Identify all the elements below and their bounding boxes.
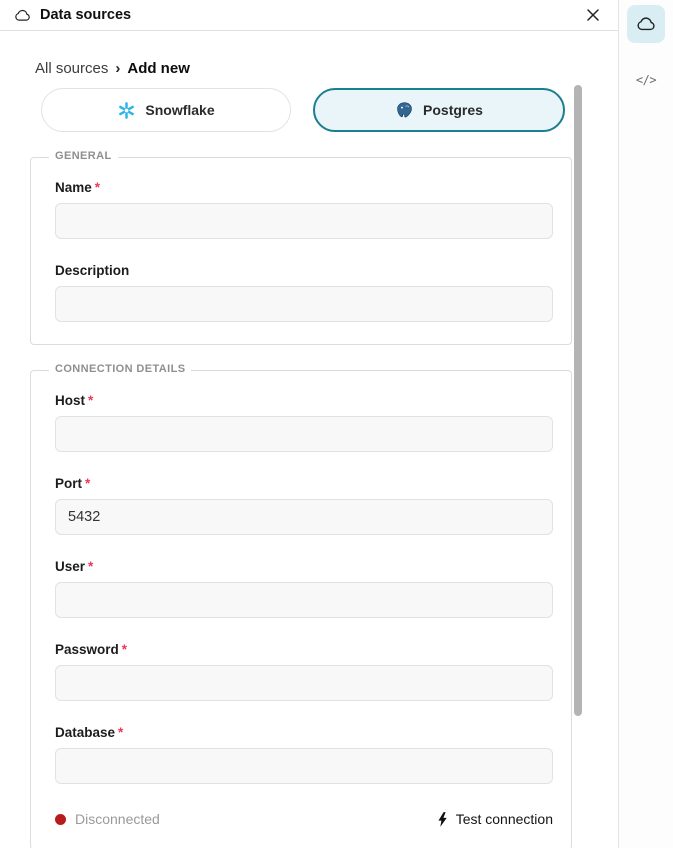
code-icon: </>	[635, 73, 657, 87]
cloud-icon	[14, 7, 31, 24]
cloud-icon	[636, 14, 656, 34]
password-field-group	[55, 642, 551, 701]
snowflake-icon	[117, 101, 136, 120]
connection-status-row	[55, 811, 553, 827]
test-connection-label: Test connection	[455, 811, 553, 827]
required-asterisk: *	[94, 180, 101, 195]
rail-code-button[interactable]	[627, 65, 665, 95]
host-field-group	[55, 393, 551, 452]
host-label: Host *	[55, 393, 94, 408]
snowflake-button[interactable]	[41, 88, 291, 132]
snowflake-button-label: Snowflake	[145, 102, 215, 118]
test-connection-button[interactable]	[437, 811, 553, 827]
connection-details-section	[30, 363, 572, 848]
description-field-group	[55, 263, 551, 322]
general-section-legend: GENERAL	[49, 150, 118, 162]
description-input[interactable]	[55, 286, 553, 322]
rail-data-sources-button[interactable]	[627, 5, 665, 43]
postgres-icon	[395, 101, 414, 120]
database-field-group	[55, 725, 551, 784]
panel-content	[0, 31, 580, 848]
breadcrumb-all-sources[interactable]: All sources	[35, 60, 109, 77]
database-input[interactable]	[55, 748, 553, 784]
status-dot-icon	[55, 814, 66, 825]
port-input[interactable]	[55, 499, 553, 535]
required-asterisk: *	[121, 642, 128, 657]
user-input[interactable]	[55, 582, 553, 618]
name-field-group	[55, 180, 551, 239]
breadcrumb-separator: ›	[115, 60, 121, 77]
right-rail	[619, 0, 673, 848]
postgres-button-label: Postgres	[423, 102, 483, 118]
panel-title: Data sources	[40, 7, 132, 23]
required-asterisk: *	[118, 725, 124, 740]
panel-header	[0, 0, 618, 31]
required-asterisk: *	[85, 476, 91, 491]
lightning-bolt-icon	[437, 812, 448, 827]
scrollbar-thumb[interactable]	[574, 85, 582, 716]
password-input[interactable]	[55, 665, 553, 701]
user-field-group	[55, 559, 551, 618]
source-type-selector	[41, 88, 565, 132]
required-asterisk: *	[88, 393, 94, 408]
postgres-button[interactable]	[313, 88, 565, 132]
name-label: Name *	[55, 180, 101, 195]
name-input[interactable]	[55, 203, 553, 239]
description-label: Description	[55, 263, 130, 278]
close-icon[interactable]	[582, 4, 604, 26]
connection-details-legend: CONNECTION DETAILS	[49, 363, 191, 375]
general-section	[30, 150, 572, 345]
breadcrumb-add-new: Add new	[127, 60, 190, 77]
connection-status	[55, 811, 160, 827]
port-field-group	[55, 476, 551, 535]
port-label: Port *	[55, 476, 91, 491]
required-asterisk: *	[88, 559, 94, 574]
host-input[interactable]	[55, 416, 553, 452]
database-label: Database *	[55, 725, 124, 740]
breadcrumb	[35, 60, 580, 77]
status-text: Disconnected	[75, 811, 160, 827]
password-label: Password *	[55, 642, 128, 657]
user-label: User *	[55, 559, 94, 574]
